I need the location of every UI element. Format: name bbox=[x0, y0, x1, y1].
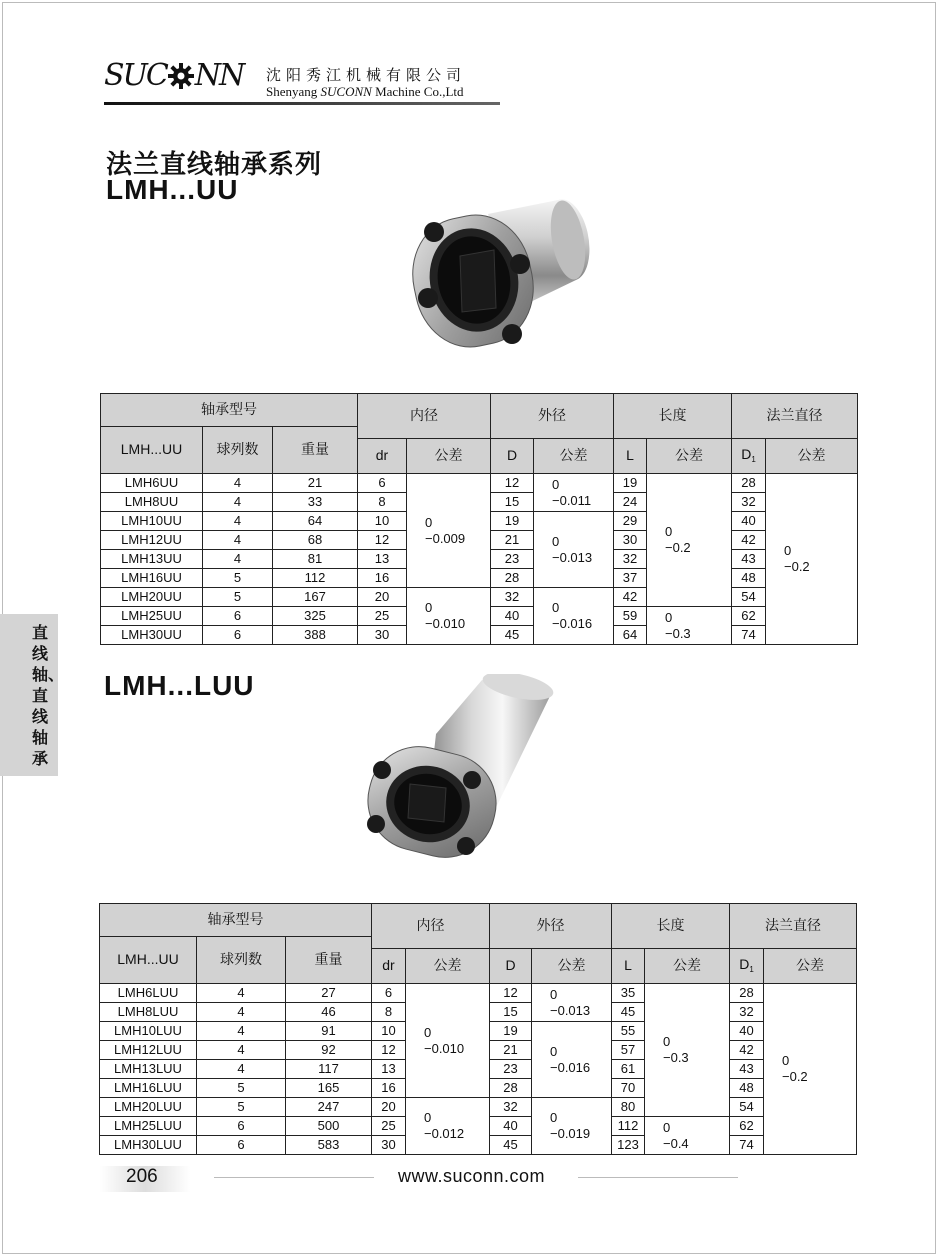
cell-dr-tolerance bbox=[406, 1098, 490, 1155]
cell-weight: 583 bbox=[286, 1136, 372, 1155]
cell-balls: 4 bbox=[197, 1003, 286, 1022]
cell-balls: 5 bbox=[203, 588, 273, 607]
header-D1-main: D bbox=[739, 956, 750, 973]
cell-D1: 28 bbox=[732, 474, 766, 493]
cell-L-tolerance bbox=[647, 607, 732, 645]
cell-model: LMH12LUU bbox=[100, 1041, 197, 1060]
cell-D-tolerance bbox=[532, 1098, 612, 1155]
cell-model: LMH13LUU bbox=[100, 1060, 197, 1079]
cell-balls: 4 bbox=[203, 531, 273, 550]
company-name-en bbox=[266, 84, 464, 100]
cell-D1-tolerance bbox=[766, 474, 858, 645]
cell-D: 12 bbox=[491, 474, 534, 493]
cell-model: LMH6LUU bbox=[100, 984, 197, 1003]
cell-D: 28 bbox=[491, 569, 534, 588]
cell-D1: 54 bbox=[732, 588, 766, 607]
cell-L: 80 bbox=[612, 1098, 645, 1117]
tol-lo: −0.2 bbox=[665, 540, 691, 555]
tol-hi: 0 bbox=[552, 533, 560, 549]
cell-weight: 167 bbox=[273, 588, 358, 607]
cell-model: LMH10LUU bbox=[100, 1022, 197, 1041]
header-L: L bbox=[612, 949, 645, 984]
cell-D1: 62 bbox=[732, 607, 766, 626]
cell-D1: 43 bbox=[732, 550, 766, 569]
cell-balls: 6 bbox=[203, 626, 273, 645]
cell-balls: 4 bbox=[203, 550, 273, 569]
cell-D: 23 bbox=[491, 550, 534, 569]
cell-L-tolerance bbox=[645, 984, 730, 1117]
spec-table-lmh-luu bbox=[99, 903, 857, 1155]
header-dr: dr bbox=[358, 439, 407, 474]
header-D: D bbox=[491, 439, 534, 474]
flange-bearing-image-long bbox=[364, 674, 560, 864]
header-model: LMH...UU bbox=[101, 427, 203, 474]
header-outer-diameter: 外径 bbox=[491, 394, 614, 439]
cell-L: 37 bbox=[614, 569, 647, 588]
cell-model: LMH8LUU bbox=[100, 1003, 197, 1022]
cell-D1: 54 bbox=[730, 1098, 764, 1117]
cell-D-tolerance bbox=[534, 474, 614, 512]
cell-D-tolerance bbox=[532, 1022, 612, 1098]
cell-L: 29 bbox=[614, 512, 647, 531]
cell-model: LMH20UU bbox=[101, 588, 203, 607]
header-D1 bbox=[732, 439, 766, 474]
cell-model: LMH30LUU bbox=[100, 1136, 197, 1155]
cell-D1: 74 bbox=[732, 626, 766, 645]
cell-weight: 112 bbox=[273, 569, 358, 588]
cell-L: 19 bbox=[614, 474, 647, 493]
tol-hi: 0 bbox=[663, 1119, 671, 1135]
tol-lo: −0.009 bbox=[425, 530, 466, 546]
flange-bearing-image-short bbox=[408, 196, 590, 352]
tol-lo: −0.013 bbox=[552, 549, 593, 565]
table-body bbox=[101, 474, 858, 645]
tol-hi: 0 bbox=[663, 1034, 671, 1050]
table-row bbox=[100, 984, 857, 1003]
header-balls: 球列数 bbox=[203, 427, 273, 474]
tol-lo: −0.4 bbox=[663, 1135, 689, 1151]
cell-D1: 42 bbox=[730, 1041, 764, 1060]
cell-model: LMH16UU bbox=[101, 569, 203, 588]
cell-D: 23 bbox=[490, 1060, 532, 1079]
company-name-en-suffix: Machine Co.,Ltd bbox=[375, 84, 464, 99]
tol-hi: 0 bbox=[552, 476, 560, 492]
cell-L: 42 bbox=[614, 588, 647, 607]
cell-dr: 10 bbox=[372, 1022, 406, 1041]
cell-dr: 30 bbox=[358, 626, 407, 645]
cell-L: 24 bbox=[614, 493, 647, 512]
header-dr: dr bbox=[372, 949, 406, 984]
cell-weight: 21 bbox=[273, 474, 358, 493]
tol-hi: 0 bbox=[665, 524, 673, 540]
cell-weight: 500 bbox=[286, 1117, 372, 1136]
tol-hi: 0 bbox=[552, 600, 560, 616]
logo-wordmark bbox=[104, 58, 243, 93]
cell-D-tolerance bbox=[534, 512, 614, 588]
header-model: LMH...UU bbox=[100, 937, 197, 984]
header-model-group: 轴承型号 bbox=[100, 904, 372, 937]
spec-table-lmh-uu bbox=[100, 393, 858, 645]
header-inner-diameter: 内径 bbox=[372, 904, 490, 949]
cell-dr: 12 bbox=[372, 1041, 406, 1060]
header-length: 长度 bbox=[612, 904, 730, 949]
cell-weight: 33 bbox=[273, 493, 358, 512]
cell-D: 45 bbox=[490, 1136, 532, 1155]
cell-model: LMH12UU bbox=[101, 531, 203, 550]
cell-dr: 16 bbox=[358, 569, 407, 588]
section-title-lmh-luu: LMH...LUU bbox=[104, 670, 255, 701]
cell-D: 15 bbox=[490, 1003, 532, 1022]
header-L-tolerance: 公差 bbox=[645, 949, 730, 984]
tol-lo: −0.019 bbox=[550, 1126, 591, 1141]
cell-D1: 40 bbox=[730, 1022, 764, 1041]
cell-weight: 117 bbox=[286, 1060, 372, 1079]
cell-model: LMH6UU bbox=[101, 474, 203, 493]
cell-L: 45 bbox=[612, 1003, 645, 1022]
page-number: 206 bbox=[126, 1166, 158, 1187]
cell-balls: 6 bbox=[197, 1117, 286, 1136]
header-balls: 球列数 bbox=[197, 937, 286, 984]
table-body bbox=[100, 984, 857, 1155]
header-L-tolerance: 公差 bbox=[647, 439, 732, 474]
cell-weight: 27 bbox=[286, 984, 372, 1003]
table-row bbox=[101, 474, 858, 493]
cell-D1: 32 bbox=[730, 1003, 764, 1022]
cell-dr: 20 bbox=[358, 588, 407, 607]
cell-L: 57 bbox=[612, 1041, 645, 1060]
cell-dr: 13 bbox=[372, 1060, 406, 1079]
cell-D: 19 bbox=[490, 1022, 532, 1041]
header-L: L bbox=[614, 439, 647, 474]
cell-dr: 13 bbox=[358, 550, 407, 569]
cell-weight: 325 bbox=[273, 607, 358, 626]
header-D1-tolerance: 公差 bbox=[764, 949, 857, 984]
cell-balls: 4 bbox=[203, 474, 273, 493]
cell-L: 123 bbox=[612, 1136, 645, 1155]
cell-dr-tolerance bbox=[407, 474, 491, 588]
cell-D1: 28 bbox=[730, 984, 764, 1003]
cell-dr: 8 bbox=[358, 493, 407, 512]
cell-D: 32 bbox=[491, 588, 534, 607]
tol-lo: −0.010 bbox=[424, 1040, 465, 1056]
cell-weight: 46 bbox=[286, 1003, 372, 1022]
cell-model: LMH13UU bbox=[101, 550, 203, 569]
cell-dr: 6 bbox=[372, 984, 406, 1003]
cell-L: 61 bbox=[612, 1060, 645, 1079]
cell-D1: 62 bbox=[730, 1117, 764, 1136]
cell-D1-tolerance bbox=[764, 984, 857, 1155]
header-D: D bbox=[490, 949, 532, 984]
cell-balls: 4 bbox=[197, 1022, 286, 1041]
header-D1 bbox=[730, 949, 764, 984]
cell-L: 112 bbox=[612, 1117, 645, 1136]
cell-L: 64 bbox=[614, 626, 647, 645]
footer-divider-right bbox=[578, 1177, 738, 1178]
header-weight: 重量 bbox=[273, 427, 358, 474]
logo-text-post: NN bbox=[194, 58, 244, 93]
cell-balls: 6 bbox=[197, 1136, 286, 1155]
tol-lo: −0.012 bbox=[424, 1126, 465, 1141]
cell-dr: 8 bbox=[372, 1003, 406, 1022]
cell-dr: 6 bbox=[358, 474, 407, 493]
company-name-cn: 沈阳秀江机械有限公司 bbox=[266, 66, 467, 84]
company-logo bbox=[104, 58, 504, 108]
cell-model: LMH25LUU bbox=[100, 1117, 197, 1136]
cell-D1: 32 bbox=[732, 493, 766, 512]
page-title-cn: 法兰直线轴承系列 bbox=[106, 150, 323, 180]
cell-weight: 92 bbox=[286, 1041, 372, 1060]
cell-dr: 12 bbox=[358, 531, 407, 550]
tol-hi: 0 bbox=[424, 1024, 432, 1040]
cell-weight: 68 bbox=[273, 531, 358, 550]
cell-balls: 5 bbox=[197, 1098, 286, 1117]
tol-hi: 0 bbox=[550, 1110, 558, 1126]
cell-dr: 16 bbox=[372, 1079, 406, 1098]
cell-D: 32 bbox=[490, 1098, 532, 1117]
cell-L-tolerance bbox=[645, 1117, 730, 1155]
cell-L-tolerance bbox=[647, 474, 732, 607]
logo-underline bbox=[104, 102, 500, 105]
header-D1-tolerance: 公差 bbox=[766, 439, 858, 474]
cell-L: 32 bbox=[614, 550, 647, 569]
cell-model: LMH30UU bbox=[101, 626, 203, 645]
tol-lo: −0.2 bbox=[782, 1069, 808, 1084]
cell-D: 19 bbox=[491, 512, 534, 531]
gear-icon bbox=[168, 63, 194, 89]
cell-dr-tolerance bbox=[406, 984, 490, 1098]
header-D-tolerance: 公差 bbox=[534, 439, 614, 474]
cell-dr-tolerance bbox=[407, 588, 491, 645]
cell-dr: 25 bbox=[372, 1117, 406, 1136]
cell-D1: 48 bbox=[730, 1079, 764, 1098]
header-outer-diameter: 外径 bbox=[490, 904, 612, 949]
cell-balls: 4 bbox=[203, 493, 273, 512]
tol-hi: 0 bbox=[665, 609, 673, 625]
cell-D: 40 bbox=[491, 607, 534, 626]
header-D1-main: D bbox=[741, 446, 752, 463]
header-flange-diameter: 法兰直径 bbox=[730, 904, 857, 949]
cell-model: LMH20LUU bbox=[100, 1098, 197, 1117]
tol-lo: −0.016 bbox=[552, 616, 593, 631]
cell-dr: 20 bbox=[372, 1098, 406, 1117]
header-D1-sub: 1 bbox=[749, 965, 754, 975]
header-model-group: 轴承型号 bbox=[101, 394, 358, 427]
table-row bbox=[100, 1098, 857, 1117]
cell-balls: 4 bbox=[203, 512, 273, 531]
cell-L: 35 bbox=[612, 984, 645, 1003]
cell-model: LMH16LUU bbox=[100, 1079, 197, 1098]
cell-balls: 5 bbox=[197, 1079, 286, 1098]
tol-lo: −0.013 bbox=[550, 1002, 591, 1018]
cell-L: 55 bbox=[612, 1022, 645, 1041]
cell-D: 12 bbox=[490, 984, 532, 1003]
tol-lo: −0.010 bbox=[425, 616, 466, 631]
cell-D: 40 bbox=[490, 1117, 532, 1136]
tol-hi: 0 bbox=[550, 1043, 558, 1059]
cell-D1: 40 bbox=[732, 512, 766, 531]
section-title-lmh-uu: LMH...UU bbox=[106, 174, 239, 205]
tol-hi: 0 bbox=[425, 600, 433, 616]
cell-model: LMH8UU bbox=[101, 493, 203, 512]
cell-dr: 30 bbox=[372, 1136, 406, 1155]
header-dr-tolerance: 公差 bbox=[407, 439, 491, 474]
header-D1-sub: 1 bbox=[751, 455, 756, 465]
cell-D: 21 bbox=[491, 531, 534, 550]
cell-model: LMH10UU bbox=[101, 512, 203, 531]
cell-weight: 388 bbox=[273, 626, 358, 645]
cell-D: 21 bbox=[490, 1041, 532, 1060]
cell-D1: 42 bbox=[732, 531, 766, 550]
cell-L: 30 bbox=[614, 531, 647, 550]
cell-D1: 43 bbox=[730, 1060, 764, 1079]
tol-hi: 0 bbox=[425, 514, 433, 530]
cell-balls: 4 bbox=[197, 1060, 286, 1079]
header-flange-diameter: 法兰直径 bbox=[732, 394, 858, 439]
table-row bbox=[101, 588, 858, 607]
cell-L: 59 bbox=[614, 607, 647, 626]
company-name-en-city: Shenyang bbox=[266, 84, 318, 99]
header-length: 长度 bbox=[614, 394, 732, 439]
tol-hi: 0 bbox=[424, 1110, 432, 1126]
company-name-en-brand: SUCONN bbox=[320, 84, 372, 99]
cell-D1: 74 bbox=[730, 1136, 764, 1155]
side-category-tab bbox=[0, 614, 65, 776]
cell-dr: 10 bbox=[358, 512, 407, 531]
cell-D-tolerance bbox=[532, 984, 612, 1022]
cell-weight: 165 bbox=[286, 1079, 372, 1098]
cell-L: 70 bbox=[612, 1079, 645, 1098]
cell-model: LMH25UU bbox=[101, 607, 203, 626]
header-D-tolerance: 公差 bbox=[532, 949, 612, 984]
website-url: www.suconn.com bbox=[398, 1166, 546, 1186]
side-category-label: 直线轴、直线轴承 bbox=[32, 623, 65, 768]
tol-hi: 0 bbox=[784, 543, 792, 559]
tol-lo: −0.011 bbox=[552, 492, 592, 508]
cell-dr: 25 bbox=[358, 607, 407, 626]
tol-lo: −0.016 bbox=[550, 1059, 591, 1075]
header-dr-tolerance: 公差 bbox=[406, 949, 490, 984]
cell-balls: 4 bbox=[197, 1041, 286, 1060]
header-inner-diameter: 内径 bbox=[358, 394, 491, 439]
cell-D: 45 bbox=[491, 626, 534, 645]
cell-D1: 48 bbox=[732, 569, 766, 588]
tol-lo: −0.3 bbox=[665, 625, 691, 641]
cell-balls: 4 bbox=[197, 984, 286, 1003]
tol-lo: −0.2 bbox=[784, 559, 810, 574]
header-weight: 重量 bbox=[286, 937, 372, 984]
tol-hi: 0 bbox=[550, 986, 558, 1002]
cell-balls: 6 bbox=[203, 607, 273, 626]
logo-text-pre: SUC bbox=[104, 58, 167, 93]
cell-balls: 5 bbox=[203, 569, 273, 588]
cell-weight: 247 bbox=[286, 1098, 372, 1117]
tol-lo: −0.3 bbox=[663, 1050, 689, 1065]
cell-D: 15 bbox=[491, 493, 534, 512]
tol-hi: 0 bbox=[782, 1053, 790, 1069]
footer-divider-left bbox=[214, 1177, 374, 1178]
cell-weight: 91 bbox=[286, 1022, 372, 1041]
cell-weight: 64 bbox=[273, 512, 358, 531]
cell-weight: 81 bbox=[273, 550, 358, 569]
cell-D-tolerance bbox=[534, 588, 614, 645]
cell-D: 28 bbox=[490, 1079, 532, 1098]
